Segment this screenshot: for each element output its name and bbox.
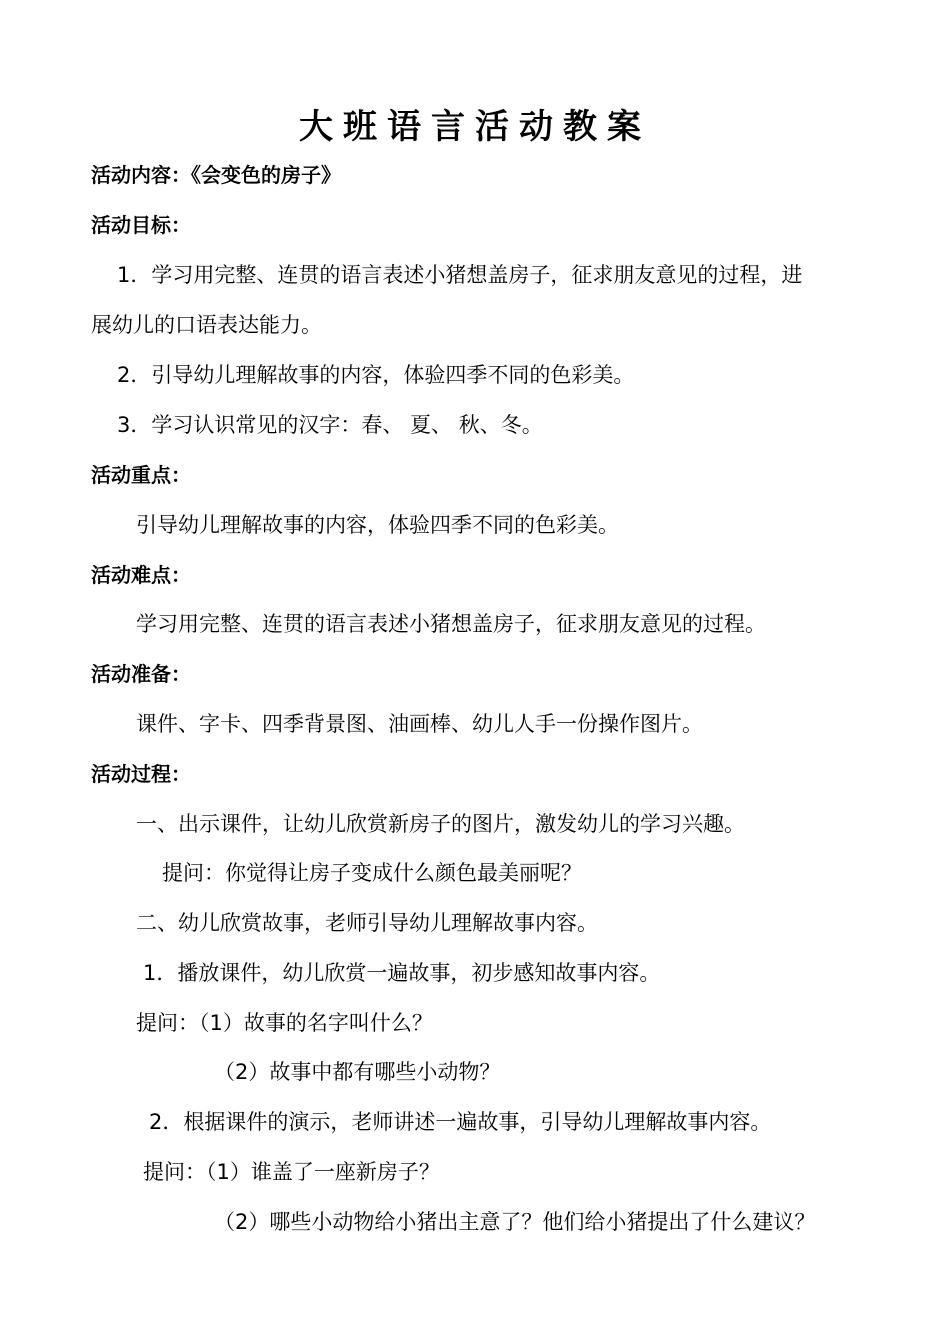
process-step-2-1: 1．播放课件，幼儿欣赏一遍故事，初步感知故事内容。 [143, 961, 661, 985]
key-point-heading: 活动重点： [91, 463, 191, 487]
process-step-2-2-question-2: （2）哪些小动物给小猪出主意了？他们给小猪提出了什么建议？ [214, 1210, 816, 1234]
preparation-heading: 活动准备： [91, 662, 191, 686]
difficulty-heading: 活动难点： [91, 563, 191, 587]
process-step-2-1-question-2: （2）故事中都有哪些小动物？ [214, 1060, 501, 1084]
activity-content-line: 活动内容：《会变色的房子》 [91, 163, 341, 187]
goal-1-line-2: 展幼儿的口语表达能力。 [91, 313, 322, 337]
goal-1-line-1: 1．学习用完整、连贯的语言表述小猪想盖房子，征求朋友意见的过程，进 [117, 263, 803, 287]
process-step-2-2: 2．根据课件的演示，老师讲述一遍故事，引导幼儿理解故事内容。 [149, 1110, 772, 1134]
process-step-2: 二、幼儿欣赏故事，老师引导幼儿理解故事内容。 [136, 911, 598, 935]
preparation-text: 课件、字卡、四季背景图、油画棒、幼儿人手一份操作图片。 [136, 712, 703, 736]
goal-2: 2．引导幼儿理解故事的内容，体验四季不同的色彩美。 [117, 363, 635, 387]
goal-3: 3．学习认识常见的汉字：春、 夏、 秋、冬。 [117, 413, 543, 437]
difficulty-text: 学习用完整、连贯的语言表述小猪想盖房子，征求朋友意见的过程。 [136, 612, 766, 636]
process-step-1: 一、出示课件，让幼儿欣赏新房子的图片，激发幼儿的学习兴趣。 [136, 812, 745, 836]
process-step-2-1-question-1: 提问：（1）故事的名字叫什么？ [136, 1011, 433, 1035]
document-title: 大班语言活动教案 [299, 107, 651, 147]
process-step-2-2-question-1: 提问：（1）谁盖了一座新房子？ [143, 1160, 440, 1184]
process-heading: 活动过程： [91, 762, 191, 786]
key-point-text: 引导幼儿理解故事的内容，体验四季不同的色彩美。 [136, 513, 619, 537]
process-step-1-question: 提问：你觉得让房子变成什么颜色最美丽呢？ [162, 861, 582, 885]
goals-heading: 活动目标： [91, 213, 191, 237]
